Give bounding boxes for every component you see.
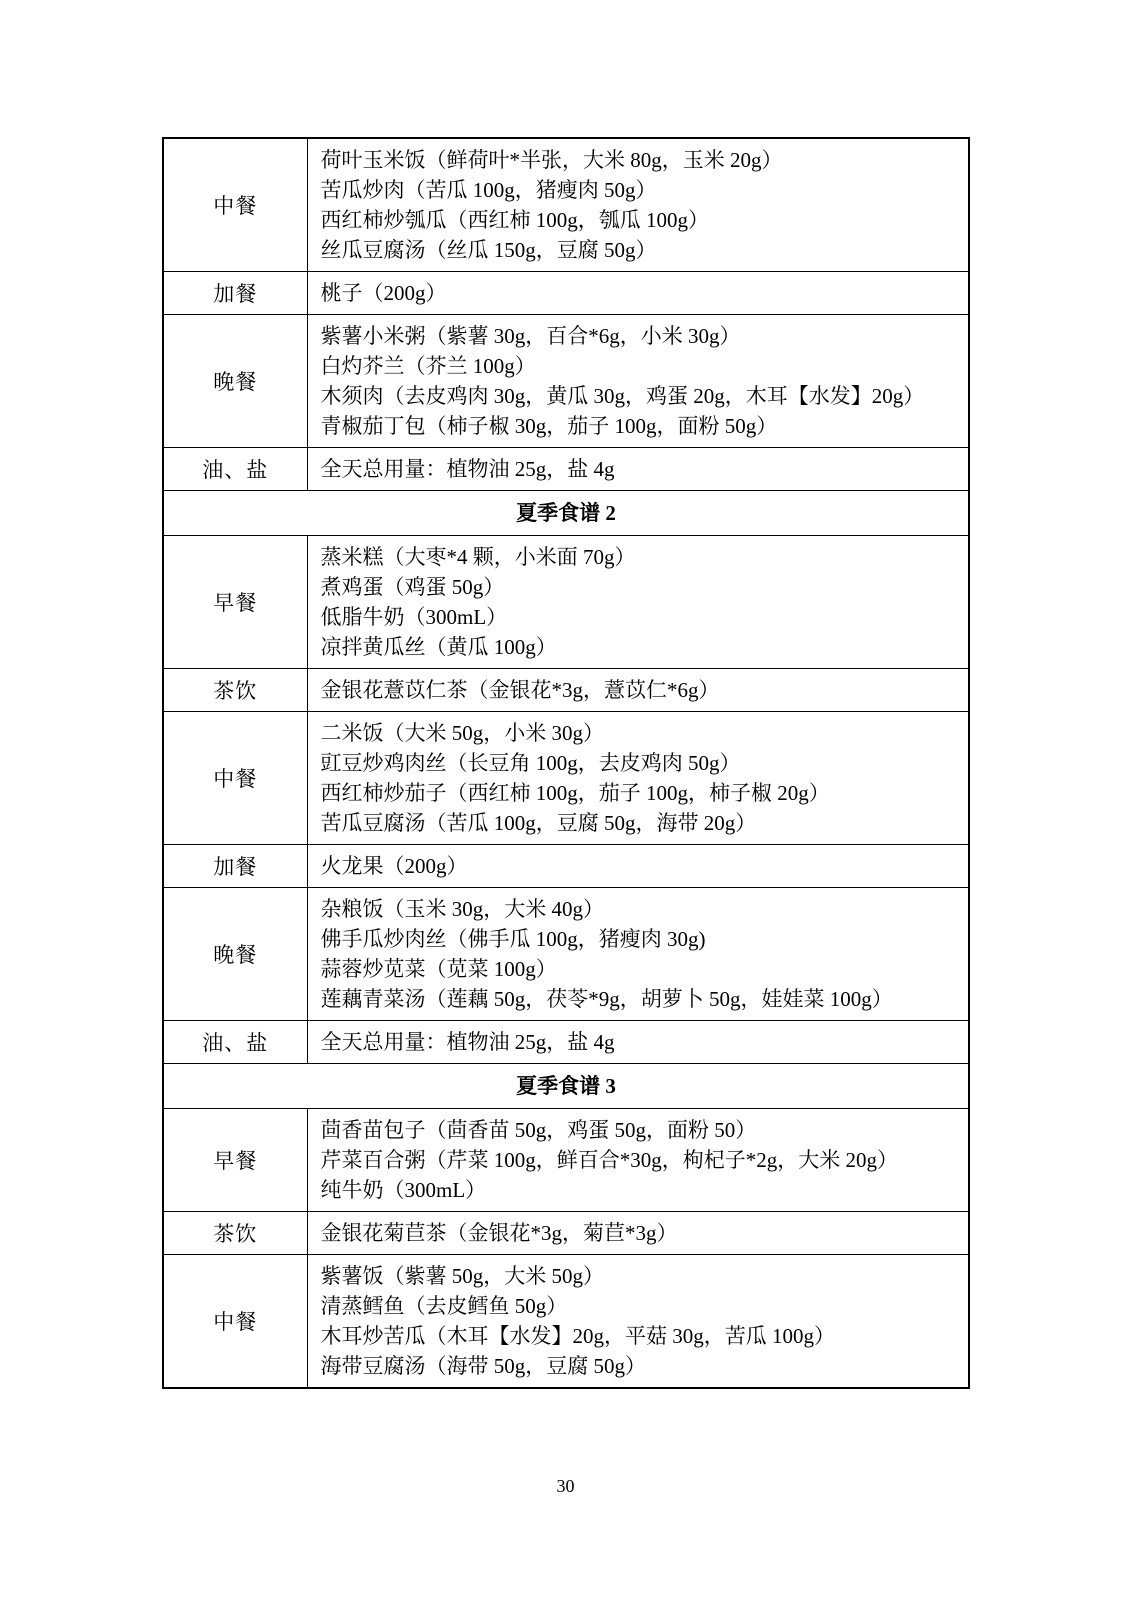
meal-label: 茶饮 <box>163 669 307 712</box>
dish-cell <box>307 1212 969 1255</box>
meal-plan-table <box>162 137 970 1389</box>
dish-line: 全天总用量：植物油 25g，盐 4g <box>320 1030 615 1054</box>
section-header-row <box>163 491 969 536</box>
section-recipe3 <box>163 1064 969 1389</box>
table-row <box>163 448 969 491</box>
dish-line: 青椒茄丁包（柿子椒 30g，茄子 100g，面粉 50g） <box>320 414 778 438</box>
meal-label: 油、盐 <box>163 448 307 491</box>
section-title: 夏季食谱 2 <box>163 491 969 536</box>
section-header-row <box>163 1064 969 1109</box>
dish-line: 煮鸡蛋（鸡蛋 50g） <box>320 575 505 599</box>
meal-label: 加餐 <box>163 845 307 888</box>
dish-line: 火龙果（200g） <box>320 854 468 878</box>
dish-line: 纯牛奶（300mL） <box>320 1178 487 1202</box>
table-row <box>163 712 969 845</box>
dish-line: 丝瓜豆腐汤（丝瓜 150g，豆腐 50g） <box>320 238 657 262</box>
meal-label: 早餐 <box>163 1109 307 1212</box>
dish-line: 苦瓜豆腐汤（苦瓜 100g，豆腐 50g，海带 20g） <box>320 811 757 835</box>
section-recipe1-continued <box>163 138 969 491</box>
table-row <box>163 1109 969 1212</box>
dish-line: 蒜蓉炒苋菜（苋菜 100g） <box>320 957 557 981</box>
dish-cell <box>307 448 969 491</box>
dish-cell <box>307 138 969 272</box>
table-row <box>163 315 969 448</box>
table-row <box>163 1021 969 1064</box>
table-row <box>163 669 969 712</box>
dish-cell <box>307 1255 969 1389</box>
table-row <box>163 272 969 315</box>
dish-line: 木耳炒苦瓜（木耳【水发】20g，平菇 30g，苦瓜 100g） <box>320 1324 835 1348</box>
table-row <box>163 536 969 669</box>
table-row <box>163 1212 969 1255</box>
table-row <box>163 888 969 1021</box>
table-row <box>163 845 969 888</box>
dish-line: 莲藕青菜汤（莲藕 50g，茯苓*9g，胡萝卜 50g，娃娃菜 100g） <box>320 987 893 1011</box>
meal-label: 早餐 <box>163 536 307 669</box>
dish-cell <box>307 1109 969 1212</box>
dish-line: 荷叶玉米饭（鲜荷叶*半张，大米 80g，玉米 20g） <box>320 148 783 172</box>
dish-line: 豇豆炒鸡肉丝（长豆角 100g，去皮鸡肉 50g） <box>320 751 741 775</box>
dish-line: 芹菜百合粥（芹菜 100g，鲜百合*30g，枸杞子*2g，大米 20g） <box>320 1148 898 1172</box>
dish-cell <box>307 315 969 448</box>
dish-line: 二米饭（大米 50g，小米 30g） <box>320 721 604 745</box>
dish-line: 佛手瓜炒肉丝（佛手瓜 100g，猪瘦肉 30g) <box>320 927 706 951</box>
dish-cell <box>307 845 969 888</box>
dish-line: 白灼芥兰（芥兰 100g） <box>320 354 536 378</box>
dish-line: 西红柿炒瓠瓜（西红柿 100g，瓠瓜 100g） <box>320 208 709 232</box>
meal-plan-document <box>162 137 968 1389</box>
table-row <box>163 1255 969 1389</box>
dish-line: 海带豆腐汤（海带 50g，豆腐 50g） <box>320 1354 646 1378</box>
meal-label: 中餐 <box>163 712 307 845</box>
table-row <box>163 138 969 272</box>
meal-label: 中餐 <box>163 1255 307 1389</box>
dish-cell <box>307 272 969 315</box>
dish-line: 清蒸鳕鱼（去皮鳕鱼 50g） <box>320 1294 568 1318</box>
dish-line: 紫薯饭（紫薯 50g，大米 50g） <box>320 1264 604 1288</box>
meal-label: 中餐 <box>163 138 307 272</box>
dish-line: 全天总用量：植物油 25g，盐 4g <box>320 457 615 481</box>
dish-line: 苦瓜炒肉（苦瓜 100g，猪瘦肉 50g） <box>320 178 657 202</box>
dish-cell <box>307 536 969 669</box>
dish-line: 紫薯小米粥（紫薯 30g，百合*6g，小米 30g） <box>320 324 741 348</box>
meal-label: 晚餐 <box>163 888 307 1021</box>
dish-line: 木须肉（去皮鸡肉 30g，黄瓜 30g，鸡蛋 20g，木耳【水发】20g） <box>320 384 925 408</box>
dish-line: 蒸米糕（大枣*4 颗，小米面 70g） <box>320 545 636 569</box>
dish-line: 低脂牛奶（300mL） <box>320 605 508 629</box>
dish-line: 凉拌黄瓜丝（黄瓜 100g） <box>320 635 557 659</box>
section-title: 夏季食谱 3 <box>163 1064 969 1109</box>
dish-line: 西红柿炒茄子（西红柿 100g，茄子 100g，柿子椒 20g） <box>320 781 830 805</box>
meal-label: 茶饮 <box>163 1212 307 1255</box>
dish-cell <box>307 1021 969 1064</box>
dish-line: 桃子（200g） <box>320 281 447 305</box>
dish-line: 金银花菊苣茶（金银花*3g，菊苣*3g） <box>320 1221 678 1245</box>
dish-line: 茴香苗包子（茴香苗 50g，鸡蛋 50g，面粉 50） <box>320 1118 757 1142</box>
meal-label: 加餐 <box>163 272 307 315</box>
meal-label: 油、盐 <box>163 1021 307 1064</box>
page-number: 30 <box>556 1476 575 1496</box>
section-recipe2 <box>163 491 969 1064</box>
meal-label: 晚餐 <box>163 315 307 448</box>
dish-line: 金银花薏苡仁茶（金银花*3g，薏苡仁*6g） <box>320 678 720 702</box>
dish-cell <box>307 669 969 712</box>
dish-cell <box>307 712 969 845</box>
dish-line: 杂粮饭（玉米 30g，大米 40g） <box>320 897 604 921</box>
dish-cell <box>307 888 969 1021</box>
